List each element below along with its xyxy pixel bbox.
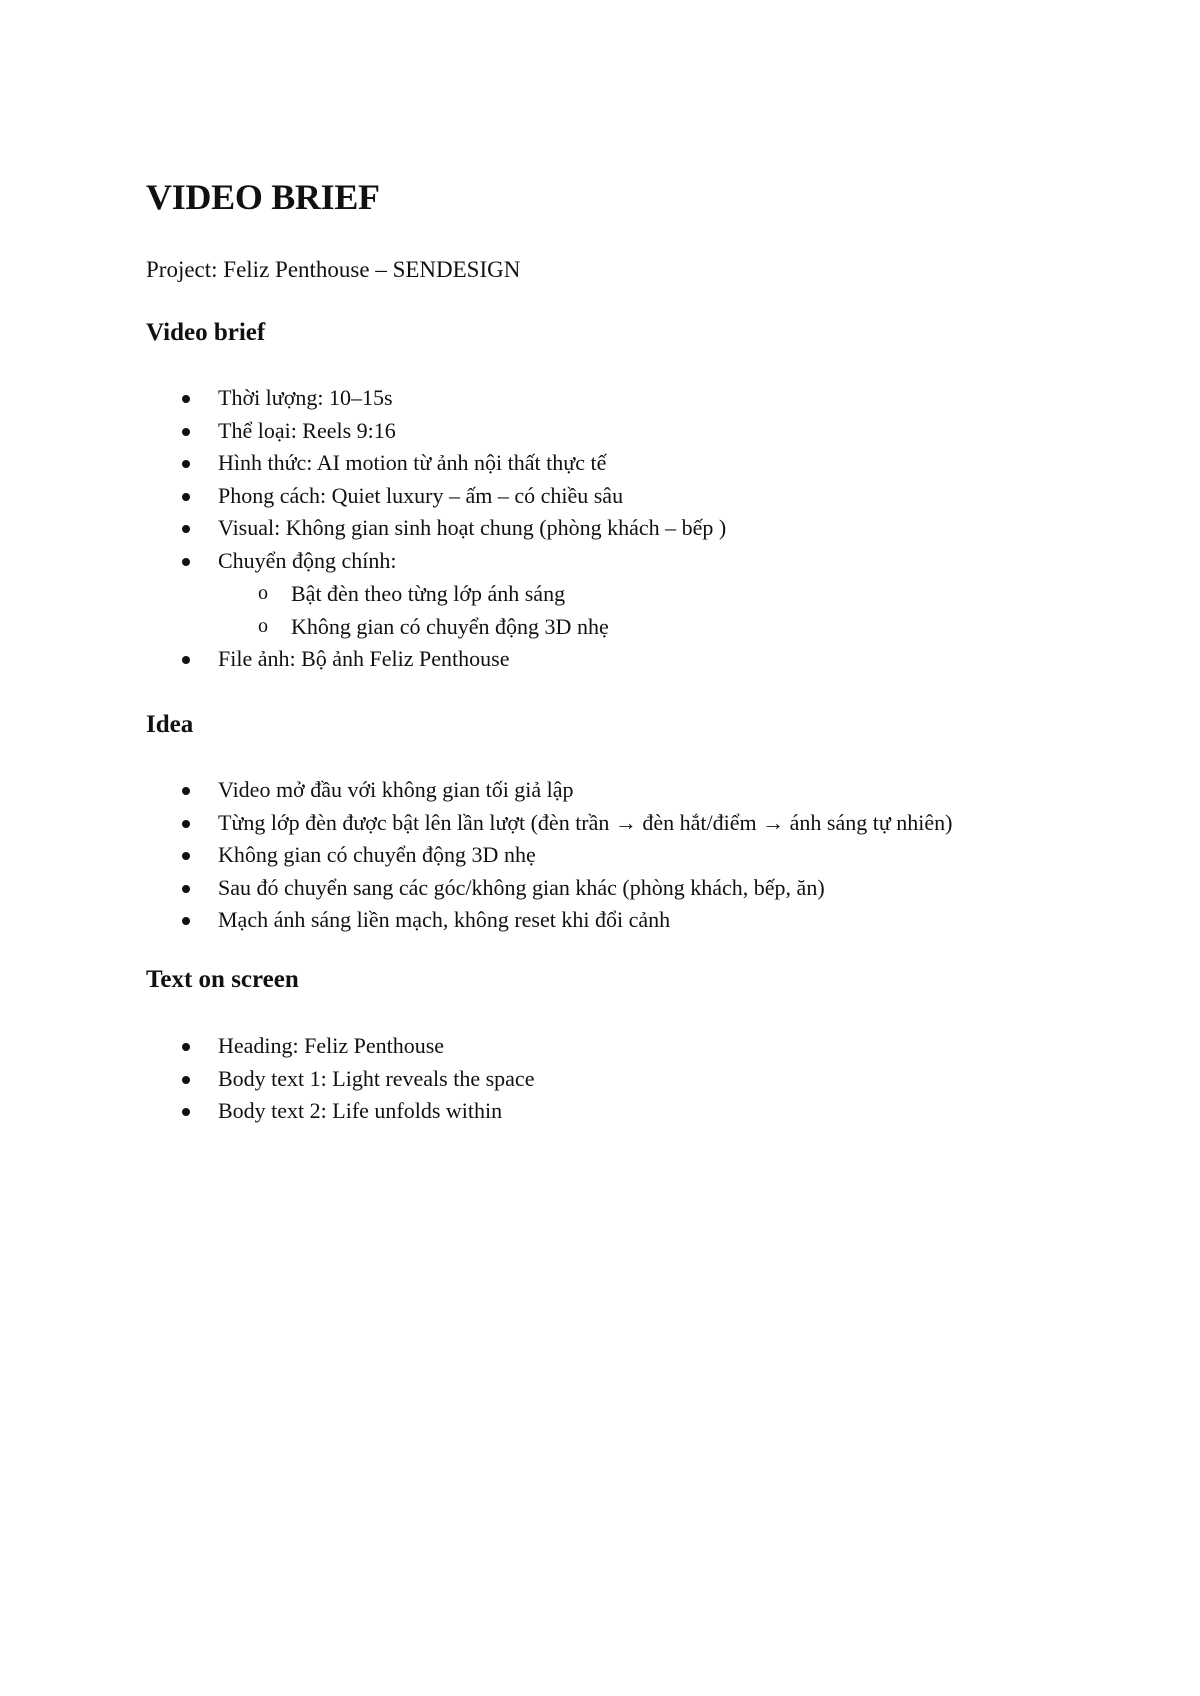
list-item-text: Từng lớp đèn được bật lên lần lượt (đèn trần → đèn hắt/điểm → ánh sáng tự nhiên) bbox=[218, 809, 953, 835]
list-item-text: Sau đó chuyển sang các góc/không gian khác (phòng khách, bếp, ăn) bbox=[218, 874, 825, 900]
list-item bbox=[146, 382, 1146, 415]
section-heading-idea: Idea bbox=[146, 711, 194, 738]
list-item bbox=[146, 1095, 1146, 1128]
bullet-icon bbox=[182, 493, 190, 501]
sub-list bbox=[146, 577, 1146, 643]
list-item-text: Thể loại: Reels 9:16 bbox=[218, 417, 396, 443]
sub-list-item-text: Bật đèn theo từng lớp ánh sáng bbox=[291, 581, 566, 606]
list-item bbox=[146, 447, 1146, 480]
sub-list-container bbox=[146, 577, 1146, 643]
section-heading-text-on-screen: Text on screen bbox=[146, 966, 299, 993]
list-item-text: Phong cách: Quiet luxury – ấm – có chiều sâu bbox=[218, 482, 624, 508]
bullet-icon bbox=[182, 1043, 190, 1051]
list-item bbox=[146, 512, 1146, 545]
bullet-icon bbox=[182, 885, 190, 893]
list-item-text: Heading: Feliz Penthouse bbox=[218, 1033, 445, 1058]
project-line: Project: Feliz Penthouse – SENDESIGN bbox=[146, 257, 521, 282]
bullet-icon bbox=[182, 656, 190, 664]
bullet-icon bbox=[182, 1076, 190, 1084]
video-brief-list bbox=[146, 382, 1146, 676]
list-item bbox=[146, 839, 1146, 872]
sub-bullet-icon: o bbox=[258, 582, 268, 604]
sub-list-item bbox=[146, 577, 1146, 610]
sub-bullet-icon: o bbox=[258, 615, 268, 637]
bullet-icon bbox=[182, 1108, 190, 1116]
list-item bbox=[146, 774, 1146, 807]
list-item-text: Hình thức: AI motion từ ảnh nội thất thực tế bbox=[218, 450, 607, 475]
list-item bbox=[146, 1063, 1146, 1096]
list-item bbox=[146, 415, 1146, 448]
bullet-icon bbox=[182, 558, 190, 566]
list-item-text: Không gian có chuyển động 3D nhẹ bbox=[218, 842, 536, 867]
list-item bbox=[146, 643, 1146, 676]
list-item-text: Video mở đầu với không gian tối giả lập bbox=[218, 777, 574, 802]
bullet-icon bbox=[182, 820, 190, 828]
list-item-text: Body text 2: Life unfolds within bbox=[218, 1098, 503, 1123]
idea-list bbox=[146, 774, 1146, 937]
bullet-icon bbox=[182, 917, 190, 925]
list-item bbox=[146, 904, 1146, 937]
bullet-icon bbox=[182, 395, 190, 403]
sub-list-item bbox=[146, 610, 1146, 643]
list-item bbox=[146, 1030, 1146, 1063]
list-item bbox=[146, 807, 1146, 840]
list-item-text: Mạch ánh sáng liền mạch, không reset khi đổi cảnh bbox=[218, 907, 671, 932]
section-heading-video-brief: Video brief bbox=[146, 319, 266, 346]
text-on-screen-list bbox=[146, 1030, 1146, 1128]
bullet-icon bbox=[182, 428, 190, 436]
list-item bbox=[146, 480, 1146, 513]
list-item bbox=[146, 545, 1146, 578]
list-item-text: Thời lượng: 10–15s bbox=[218, 385, 393, 410]
bullet-icon bbox=[182, 525, 190, 533]
list-item-text: Visual: Không gian sinh hoạt chung (phòng khách – bếp ) bbox=[218, 515, 727, 540]
sub-list-item-text: Không gian có chuyển động 3D nhẹ bbox=[291, 614, 609, 639]
list-item-text: Chuyển động chính: bbox=[218, 547, 397, 573]
list-item bbox=[146, 872, 1146, 905]
list-item-text: Body text 1: Light reveals the space bbox=[218, 1065, 535, 1091]
list-item-text: File ảnh: Bộ ảnh Feliz Penthouse bbox=[218, 646, 510, 671]
document-title: VIDEO BRIEF bbox=[146, 177, 380, 217]
bullet-icon bbox=[182, 852, 190, 860]
bullet-icon bbox=[182, 787, 190, 795]
bullet-icon bbox=[182, 460, 190, 468]
